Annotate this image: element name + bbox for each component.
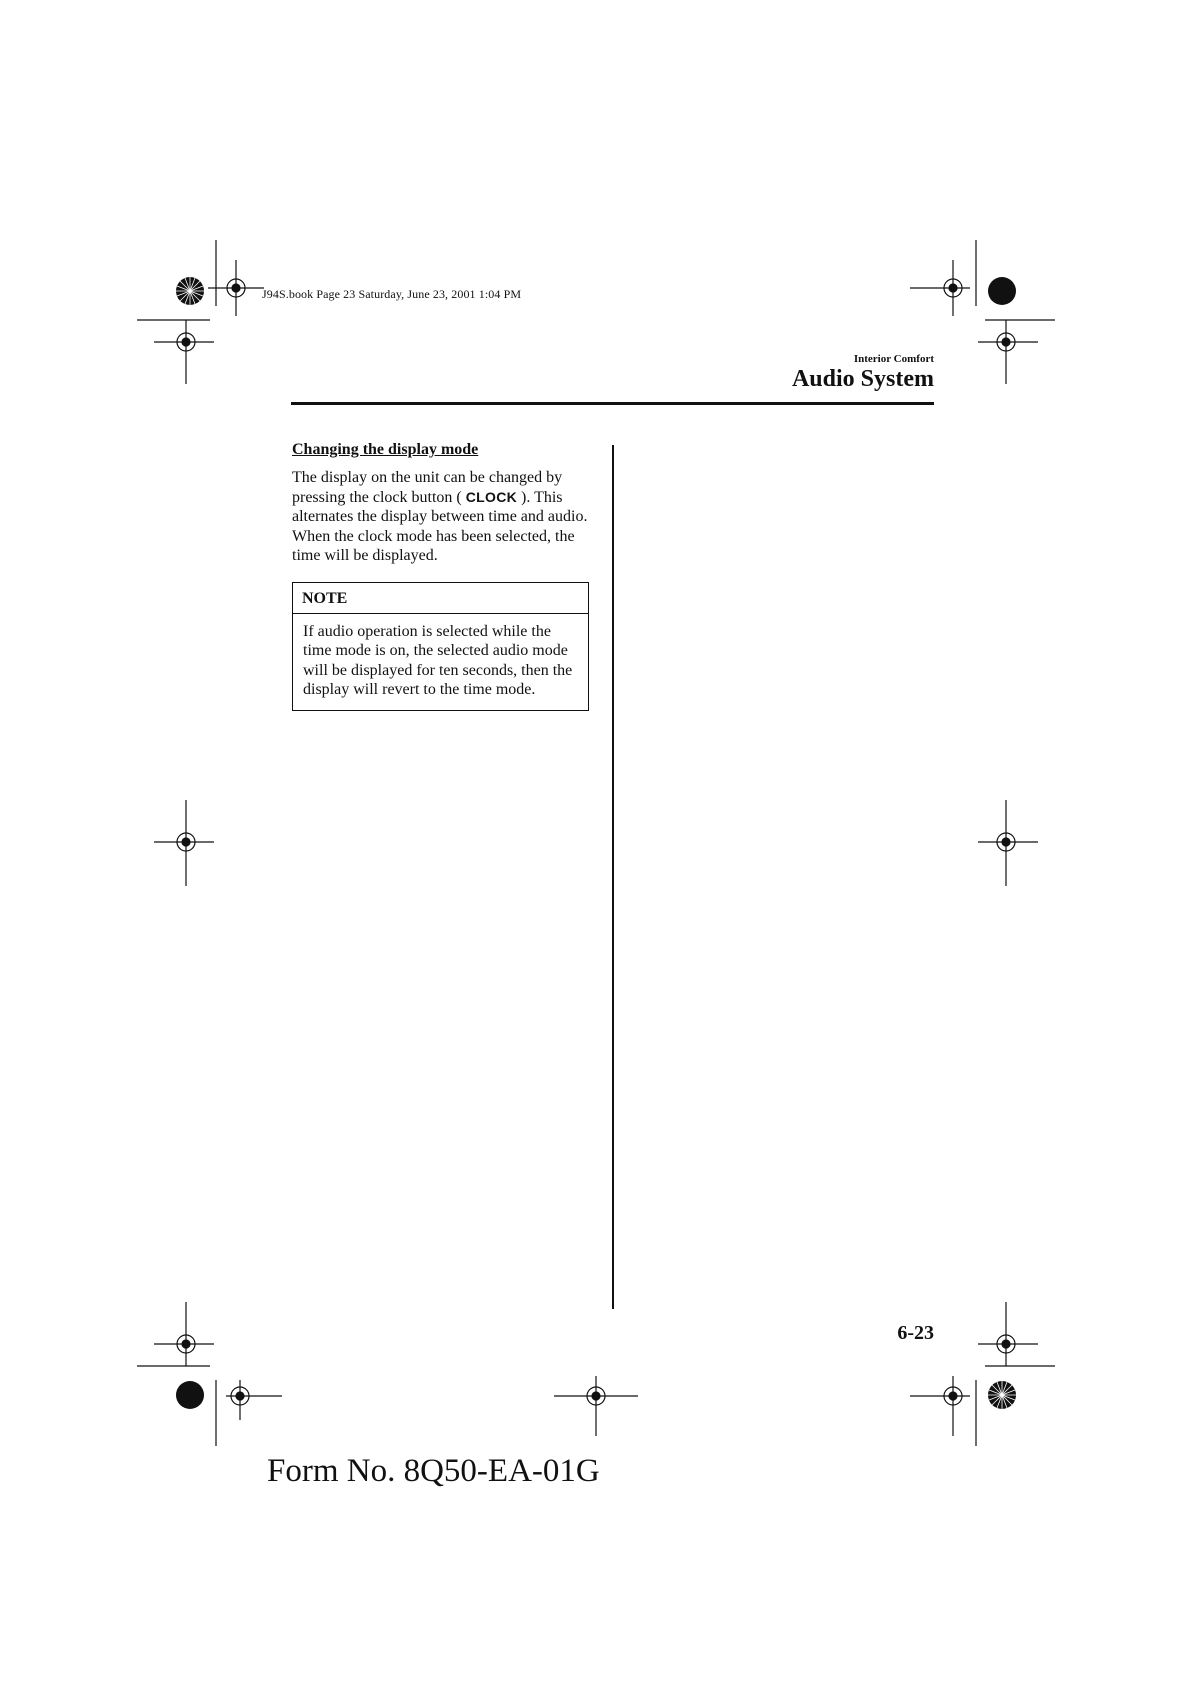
page-number: 6-23 bbox=[897, 1322, 934, 1344]
note-heading: NOTE bbox=[293, 583, 588, 614]
subheading: Changing the display mode bbox=[292, 441, 479, 458]
file-stamp: J94S.book Page 23 Saturday, June 23, 2001 1:04 PM bbox=[262, 287, 522, 301]
clock-button-label: CLOCK bbox=[465, 488, 518, 505]
section-title: Audio System bbox=[791, 366, 934, 392]
starburst-icon bbox=[176, 277, 204, 305]
crosshair-circle-icon bbox=[154, 800, 214, 886]
crosshair-circle-icon bbox=[226, 1380, 282, 1420]
title-rule bbox=[291, 402, 934, 405]
body-paragraph bbox=[292, 468, 592, 566]
starburst-icon bbox=[988, 1381, 1016, 1409]
column-divider bbox=[612, 445, 614, 1309]
paragraph-after: ). This alternates the display between time and audio. When the clock mode has been selected, the time will be displayed. bbox=[292, 488, 588, 564]
note-box bbox=[292, 582, 589, 711]
solid-circle-icon bbox=[988, 277, 1016, 305]
section-kicker: Interior Comfort bbox=[853, 353, 934, 365]
crosshair-circle-icon bbox=[554, 1376, 638, 1436]
form-number: Form No. 8Q50-EA-01G bbox=[267, 1453, 600, 1489]
paragraph-before: The display on the unit can be changed by pressing the clock button ( bbox=[292, 469, 563, 506]
crosshair-circle-icon bbox=[910, 260, 970, 316]
crosshair-circle-icon bbox=[154, 320, 214, 384]
crosshair-circle-icon bbox=[154, 1302, 214, 1366]
note-text: If audio operation is selected while the time mode is on, the selected audio mode will be displayed for ten seconds, then the display will revert to the time mode. bbox=[303, 622, 573, 698]
solid-circle-icon bbox=[176, 1381, 204, 1409]
left-column bbox=[292, 440, 592, 711]
crosshair-circle-icon bbox=[910, 1376, 970, 1436]
crosshair-circle-icon bbox=[978, 800, 1038, 886]
crosshair-circle-icon bbox=[978, 320, 1038, 384]
crosshair-circle-icon bbox=[978, 1302, 1038, 1366]
